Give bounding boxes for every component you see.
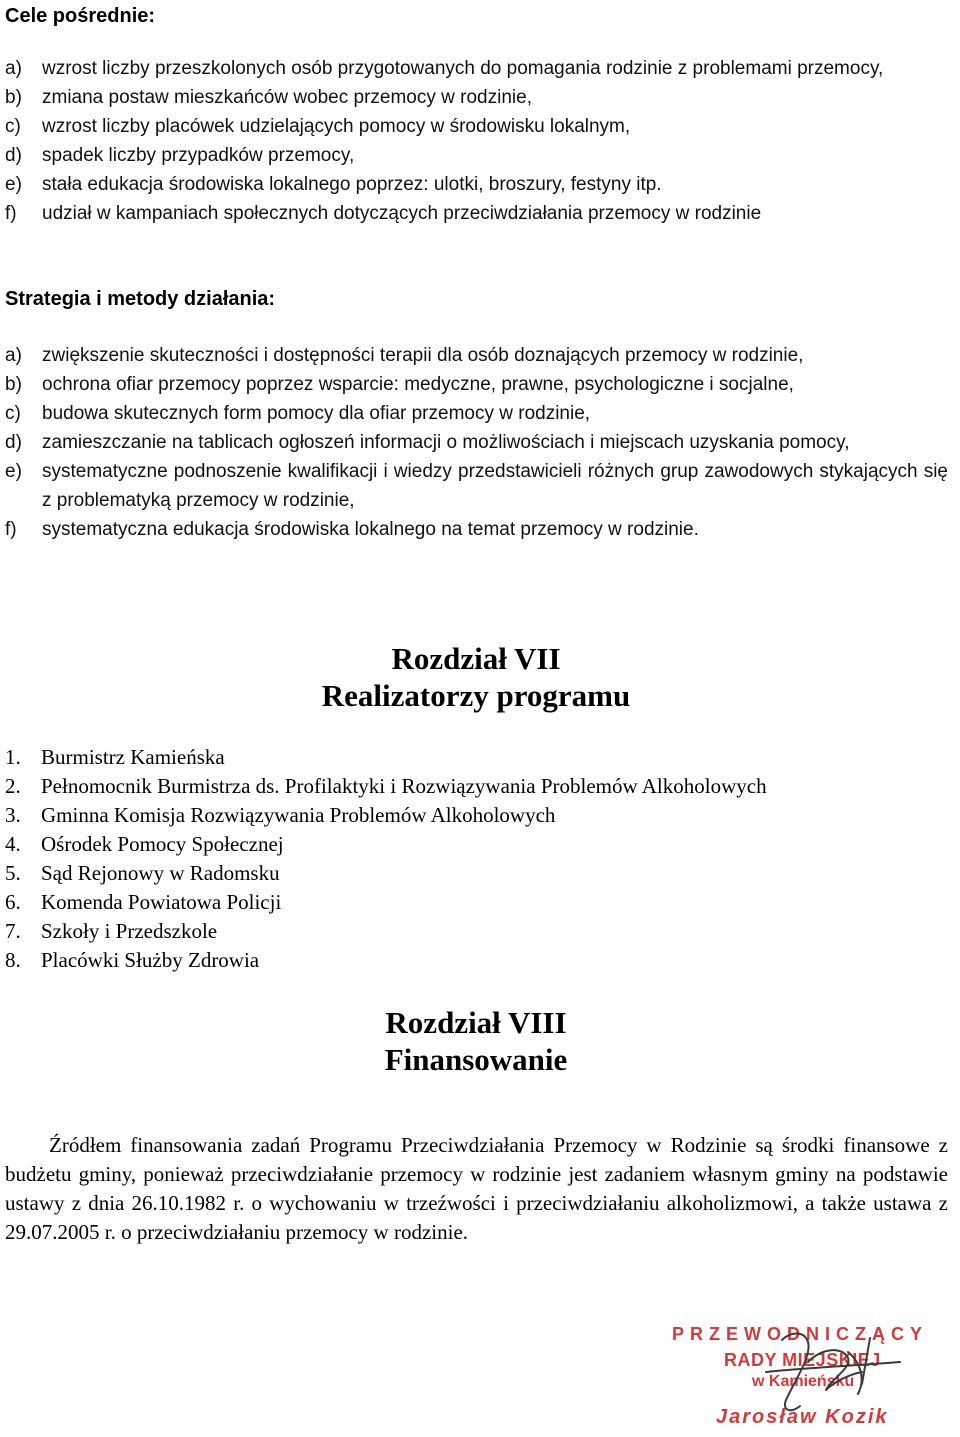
handwritten-signature	[730, 1322, 910, 1422]
list-number: 6.	[5, 890, 21, 914]
list-number: 8.	[5, 948, 21, 972]
stamp-council: RADY MIEJSKIEJ	[724, 1350, 881, 1370]
list-marker: b)	[5, 87, 22, 108]
list-item-text: zwiększenie skuteczności i dostępności terapii dla osób doznających przemocy w rodzinie,	[42, 345, 804, 366]
realizatorzy-list	[5, 743, 767, 975]
list-item	[5, 112, 948, 141]
list-item-text: zamieszczanie na tablicach ogłoszeń informacji o możliwościach i miejscach uzyskania pomocy,	[42, 432, 850, 453]
stamp-title: PRZEWODNICZĄCY	[672, 1324, 928, 1344]
chapter-8-number: Rozdział VIII	[385, 1005, 567, 1040]
list-item	[5, 946, 767, 975]
list-item	[5, 141, 948, 170]
list-marker: f)	[5, 519, 17, 540]
list-item	[5, 888, 767, 917]
list-marker: a)	[5, 58, 22, 79]
list-marker: d)	[5, 145, 22, 166]
list-item	[5, 199, 948, 228]
list-item-text: ochrona ofiar przemocy poprzez wsparcie: medyczne, prawne, psychologiczne i socjalne,	[42, 374, 794, 395]
list-item-text: Ośrodek Pomocy Społecznej	[41, 832, 284, 856]
list-item	[5, 54, 948, 83]
list-item	[5, 515, 948, 544]
official-stamp	[660, 1318, 960, 1437]
list-marker: e)	[5, 461, 22, 482]
list-marker: f)	[5, 203, 17, 224]
list-item	[5, 830, 767, 859]
list-item	[5, 457, 948, 515]
list-item-text: Gminna Komisja Rozwiązywania Problemów Alkoholowych	[41, 803, 556, 827]
list-item-text: stała edukacja środowiska lokalnego poprzez: ulotki, broszury, festyny itp.	[42, 174, 662, 195]
list-number: 2.	[5, 774, 21, 798]
cele-list	[5, 54, 948, 228]
strategia-heading: Strategia i metody działania:	[5, 288, 276, 310]
list-item	[5, 917, 767, 946]
list-item-text: udział w kampaniach społecznych dotyczących przeciwdziałania przemocy w rodzinie	[42, 203, 762, 224]
list-item-text: systematyczne podnoszenie kwalifikacji i wiedzy przedstawicieli różnych grup zawodowych stykających się z problematyką przemocy w rodzinie,	[42, 461, 948, 511]
list-marker: c)	[5, 116, 21, 137]
list-number: 3.	[5, 803, 21, 827]
list-item-text: Szkoły i Przedszkole	[41, 919, 218, 943]
list-item-text: Pełnomocnik Burmistrza ds. Profilaktyki i Rozwiązywania Problemów Alkoholowych	[41, 774, 767, 798]
list-item-text: spadek liczby przypadków przemocy,	[42, 145, 355, 166]
list-item-text: Komenda Powiatowa Policji	[41, 890, 282, 914]
list-item	[5, 743, 767, 772]
list-item	[5, 170, 948, 199]
list-item-text: zmiana postaw mieszkańców wobec przemocy w rodzinie,	[42, 87, 532, 108]
list-number: 5.	[5, 861, 21, 885]
list-marker: a)	[5, 345, 22, 366]
list-item-text: systematyczna edukacja środowiska lokalnego na temat przemocy w rodzinie.	[42, 519, 699, 540]
list-item	[5, 341, 948, 370]
list-item-text: budowa skutecznych form pomocy dla ofiar przemocy w rodzinie,	[42, 403, 591, 424]
list-item	[5, 772, 767, 801]
chapter-7-number: Rozdział VII	[391, 641, 561, 676]
stamp-name: Jarosław Kozik	[716, 1406, 889, 1428]
list-item-text: Placówki Służby Zdrowia	[41, 948, 260, 972]
list-item-text: wzrost liczby placówek udzielających pomocy w środowisku lokalnym,	[42, 116, 631, 137]
list-item	[5, 83, 948, 112]
stamp-town: w Kamieńsku	[752, 1373, 855, 1390]
chapter-8-title: Finansowanie	[384, 1042, 568, 1077]
list-item	[5, 399, 948, 428]
list-item-text: Burmistrz Kamieńska	[41, 745, 225, 769]
chapter-7-title: Realizatorzy programu	[321, 678, 631, 713]
list-marker: d)	[5, 432, 22, 453]
list-item	[5, 428, 948, 457]
list-item-text: wzrost liczby przeszkolonych osób przygotowanych do pomagania rodzinie z problemami przemocy,	[42, 58, 884, 79]
list-item	[5, 801, 767, 830]
list-number: 1.	[5, 745, 21, 769]
finansowanie-paragraph: Źródłem finansowania zadań Programu Przeciwdziałania Przemocy w Rodzinie są środki finansowe z budżetu gminy, ponieważ przeciwdziałanie przemocy w rodzinie jest zadaniem własnym gminy na podstawie ustawy z dnia 26.10.1982 r. o wychowaniu w trzeźwości i przeciwdziałaniu alkoholizmowi, a także ustawa z 29.07.2005 r. o przeciwdziałaniu przemocy w rodzinie.	[5, 1133, 948, 1244]
list-item-text: Sąd Rejonowy w Radomsku	[41, 861, 280, 885]
cele-heading: Cele pośrednie:	[5, 5, 156, 27]
list-number: 4.	[5, 832, 21, 856]
list-item	[5, 859, 767, 888]
list-number: 7.	[5, 919, 21, 943]
list-item	[5, 370, 948, 399]
list-marker: c)	[5, 403, 21, 424]
list-marker: b)	[5, 374, 22, 395]
signature-stroke	[766, 1334, 900, 1411]
list-marker: e)	[5, 174, 22, 195]
strategia-list	[5, 341, 948, 544]
